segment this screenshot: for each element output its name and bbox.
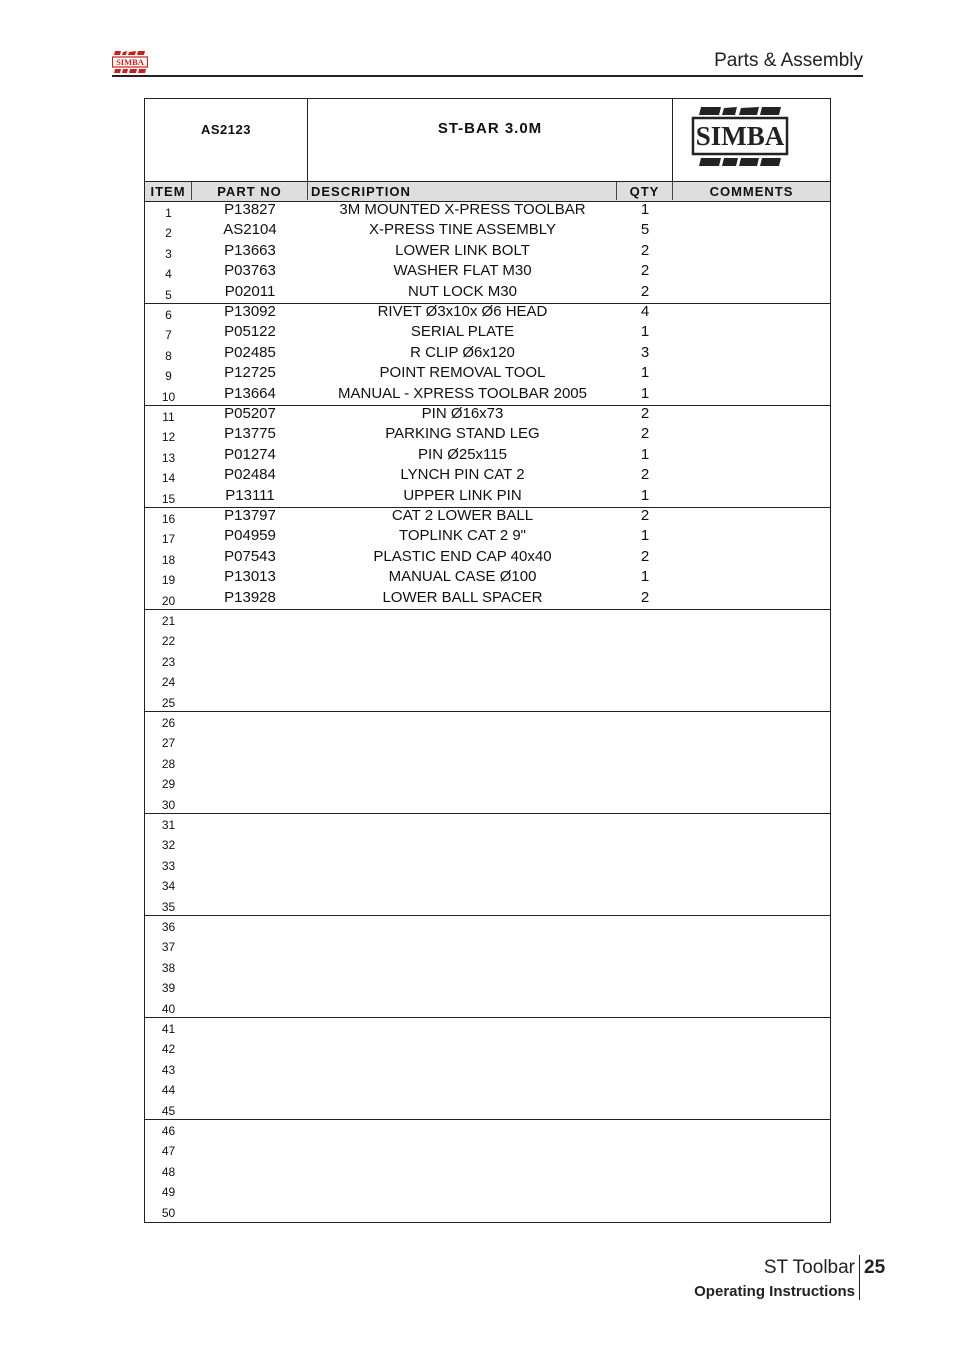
table-row <box>145 896 830 916</box>
row-item-number: 10 <box>161 389 176 404</box>
table-row <box>145 814 830 834</box>
row-part-number <box>192 1140 308 1160</box>
row-part-number: P05122 <box>224 323 276 341</box>
row-part-number <box>192 794 308 814</box>
logo-small-text: SIMBA <box>116 57 144 68</box>
row-item-number: 17 <box>161 532 176 547</box>
row-description <box>308 1100 617 1120</box>
row-item-number: 2 <box>165 226 172 241</box>
assembly-name-cell <box>308 99 673 181</box>
row-description: SERIAL PLATE <box>410 323 515 341</box>
row-quantity: 1 <box>640 364 650 382</box>
assembly-number: AS2123 <box>201 122 251 137</box>
table-row <box>145 263 830 283</box>
row-part-number: P13827 <box>224 201 276 218</box>
parts-sheet <box>144 98 831 1223</box>
row-item-number: 37 <box>161 940 176 955</box>
row-description <box>308 732 617 752</box>
row-part-number <box>192 977 308 997</box>
row-part-number <box>192 875 308 895</box>
row-description <box>308 855 617 875</box>
row-quantity <box>617 814 673 834</box>
row-description <box>308 814 617 834</box>
table-row <box>145 243 830 263</box>
row-part-number: P13775 <box>224 425 276 443</box>
row-part-number: P05207 <box>224 405 276 422</box>
row-description <box>308 1181 617 1201</box>
table-row <box>145 610 830 630</box>
row-item-number: 16 <box>161 512 176 526</box>
row-description: UPPER LINK PIN <box>403 486 522 504</box>
row-description <box>308 671 617 691</box>
row-description: X-PRESS TINE ASSEMBLY <box>368 221 556 239</box>
table-row <box>145 834 830 854</box>
table-row <box>145 630 830 650</box>
row-description: 3M MOUNTED X-PRESS TOOLBAR <box>339 201 586 218</box>
footer-divider <box>859 1255 860 1300</box>
column-header-description: DESCRIPTION <box>308 182 617 200</box>
table-row <box>145 692 830 712</box>
row-quantity: 2 <box>640 588 650 606</box>
row-item-number: 28 <box>161 756 176 771</box>
row-quantity <box>617 977 673 997</box>
row-quantity <box>617 1120 673 1140</box>
table-row <box>145 1018 830 1038</box>
row-quantity: 3 <box>640 343 650 361</box>
row-item-number: 48 <box>161 1164 176 1179</box>
row-description <box>308 753 617 773</box>
row-description <box>308 651 617 671</box>
table-row <box>145 345 830 365</box>
row-part-number: P12725 <box>224 364 276 382</box>
row-quantity <box>617 998 673 1018</box>
row-quantity: 4 <box>640 303 650 320</box>
column-header-comments: COMMENTS <box>709 184 794 199</box>
row-item-number: 33 <box>161 858 176 873</box>
row-description <box>308 936 617 956</box>
row-quantity <box>617 1202 673 1222</box>
row-item-number: 49 <box>161 1185 176 1200</box>
column-header-qty: QTY <box>617 182 673 200</box>
table-row <box>145 916 830 936</box>
table-row <box>145 304 830 324</box>
row-part-number <box>192 1161 308 1181</box>
row-quantity <box>617 855 673 875</box>
table-row <box>145 957 830 977</box>
table-row <box>145 998 830 1018</box>
logo-cell <box>673 99 830 181</box>
row-quantity: 2 <box>640 241 650 259</box>
row-quantity: 1 <box>640 323 650 341</box>
row-quantity <box>617 732 673 752</box>
simba-logo-small-icon <box>112 51 148 73</box>
row-item-number: 7 <box>165 328 172 343</box>
table-row <box>145 222 830 242</box>
row-part-number: P04959 <box>224 527 276 545</box>
row-description <box>308 977 617 997</box>
row-part-number <box>192 1120 308 1140</box>
row-quantity <box>617 875 673 895</box>
row-part-number <box>192 753 308 773</box>
row-description <box>308 998 617 1018</box>
row-quantity: 5 <box>640 221 650 239</box>
row-part-number: P13797 <box>224 507 276 524</box>
row-item-number: 31 <box>161 818 176 832</box>
row-part-number <box>192 651 308 671</box>
row-quantity <box>617 630 673 650</box>
table-row <box>145 1059 830 1079</box>
table-row <box>145 1140 830 1160</box>
row-part-number <box>192 855 308 875</box>
row-description: PARKING STAND LEG <box>385 425 540 443</box>
row-description: PLASTIC END CAP 40x40 <box>373 547 552 565</box>
row-part-number <box>192 1018 308 1038</box>
row-quantity <box>617 610 673 630</box>
row-item-number: 50 <box>161 1205 176 1220</box>
page-number: 25 <box>864 1257 886 1278</box>
row-part-number: P13664 <box>224 384 276 402</box>
row-part-number <box>192 998 308 1018</box>
column-header-row <box>145 182 830 202</box>
table-row <box>145 202 830 222</box>
row-item-number: 35 <box>161 899 176 914</box>
row-description: LYNCH PIN CAT 2 <box>400 466 525 484</box>
table-row <box>145 1100 830 1120</box>
row-quantity: 1 <box>640 445 650 463</box>
row-part-number <box>192 732 308 752</box>
row-quantity <box>617 1100 673 1120</box>
assembly-name: ST-BAR 3.0M <box>437 120 543 137</box>
row-description: MANUAL CASE Ø100 <box>388 568 537 586</box>
row-part-number: P02484 <box>224 466 276 484</box>
table-row <box>145 549 830 569</box>
row-description <box>308 773 617 793</box>
row-part-number <box>192 610 308 630</box>
row-item-number: 27 <box>161 736 176 751</box>
row-quantity: 2 <box>640 425 650 443</box>
section-title: Parts & Assembly <box>714 50 863 71</box>
row-part-number <box>192 936 308 956</box>
column-header-item: ITEM <box>145 182 192 200</box>
row-part-number <box>192 896 308 916</box>
table-row <box>145 324 830 344</box>
logo-text: SIMBA <box>695 121 785 151</box>
row-item-number: 3 <box>165 246 172 261</box>
row-description: TOPLINK CAT 2 9" <box>398 527 527 545</box>
row-quantity: 2 <box>640 507 650 524</box>
row-description <box>308 1059 617 1079</box>
row-part-number <box>192 1100 308 1120</box>
row-quantity: 2 <box>640 282 650 300</box>
table-row <box>145 1120 830 1140</box>
row-item-number: 36 <box>161 920 176 934</box>
row-item-number: 11 <box>162 410 175 424</box>
table-row <box>145 671 830 691</box>
row-item-number: 22 <box>161 634 176 649</box>
table-row <box>145 712 830 732</box>
row-quantity: 1 <box>640 486 650 504</box>
row-quantity <box>617 834 673 854</box>
row-description <box>308 834 617 854</box>
row-quantity: 1 <box>640 384 650 402</box>
row-item-number: 13 <box>161 450 176 465</box>
row-quantity <box>617 916 673 936</box>
row-item-number: 40 <box>161 1001 176 1016</box>
row-item-number: 4 <box>165 267 172 282</box>
row-item-number: 6 <box>165 308 172 322</box>
row-part-number: P13013 <box>224 568 276 586</box>
row-description <box>308 1120 617 1140</box>
row-quantity <box>617 692 673 712</box>
row-item-number: 42 <box>161 1042 176 1057</box>
row-part-number <box>192 671 308 691</box>
row-quantity <box>617 1018 673 1038</box>
row-quantity <box>617 1140 673 1160</box>
simba-logo-icon <box>691 105 789 169</box>
row-part-number <box>192 712 308 732</box>
row-quantity: 2 <box>640 262 650 280</box>
table-row <box>145 773 830 793</box>
row-part-number: P13111 <box>225 486 275 504</box>
row-quantity <box>617 773 673 793</box>
row-item-number: 14 <box>161 471 176 486</box>
row-description <box>308 692 617 712</box>
table-row <box>145 590 830 610</box>
row-part-number <box>192 1202 308 1222</box>
row-description <box>308 875 617 895</box>
row-part-number: P02011 <box>224 282 276 300</box>
title-block <box>145 99 830 182</box>
table-row <box>145 447 830 467</box>
row-part-number <box>192 692 308 712</box>
row-quantity <box>617 957 673 977</box>
row-item-number: 20 <box>161 593 176 608</box>
table-row <box>145 467 830 487</box>
table-row <box>145 1161 830 1181</box>
row-part-number <box>192 773 308 793</box>
row-quantity: 1 <box>640 201 650 218</box>
row-quantity: 1 <box>640 568 650 586</box>
row-item-number: 45 <box>161 1103 176 1118</box>
table-row <box>145 386 830 406</box>
table-row <box>145 528 830 548</box>
row-item-number: 32 <box>161 838 176 853</box>
table-row <box>145 936 830 956</box>
row-quantity <box>617 651 673 671</box>
row-item-number: 24 <box>161 675 176 690</box>
row-description <box>308 630 617 650</box>
row-item-number: 34 <box>161 879 176 894</box>
table-row <box>145 569 830 589</box>
row-quantity <box>617 1038 673 1058</box>
row-part-number: P13092 <box>224 303 276 320</box>
row-description <box>308 896 617 916</box>
row-part-number <box>192 1079 308 1099</box>
row-item-number: 5 <box>165 287 172 302</box>
row-item-number: 25 <box>161 695 176 710</box>
row-item-number: 23 <box>161 654 176 669</box>
row-quantity <box>617 1161 673 1181</box>
row-description <box>308 794 617 814</box>
row-item-number: 26 <box>161 716 176 730</box>
table-row <box>145 406 830 426</box>
row-quantity <box>617 896 673 916</box>
row-quantity <box>617 712 673 732</box>
table-row <box>145 284 830 304</box>
row-part-number <box>192 1059 308 1079</box>
table-row <box>145 508 830 528</box>
row-part-number <box>192 834 308 854</box>
row-item-number: 15 <box>161 491 176 506</box>
row-description: PIN Ø16x73 <box>421 405 504 422</box>
row-description <box>308 957 617 977</box>
row-quantity <box>617 671 673 691</box>
row-description: MANUAL - XPRESS TOOLBAR 2005 <box>338 384 587 402</box>
row-quantity: 2 <box>640 405 650 422</box>
row-item-number: 38 <box>161 960 176 975</box>
row-description: WASHER FLAT M30 <box>393 262 532 280</box>
row-item-number: 46 <box>161 1124 176 1138</box>
row-description: LOWER LINK BOLT <box>395 241 530 259</box>
assembly-number-cell <box>145 99 308 181</box>
row-item-number: 18 <box>161 552 176 567</box>
row-part-number: P13928 <box>224 588 276 606</box>
table-row <box>145 1202 830 1222</box>
row-quantity <box>617 753 673 773</box>
header-rule <box>112 75 863 77</box>
row-description: CAT 2 LOWER BALL <box>391 507 534 524</box>
row-description: R CLIP Ø6x120 <box>410 343 515 361</box>
table-row <box>145 855 830 875</box>
row-quantity <box>617 1079 673 1099</box>
row-quantity <box>617 1181 673 1201</box>
row-quantity: 1 <box>640 527 650 545</box>
table-row <box>145 651 830 671</box>
row-quantity <box>617 936 673 956</box>
row-quantity <box>617 794 673 814</box>
row-part-number: P13663 <box>224 241 276 259</box>
row-description: PIN Ø25x115 <box>418 445 507 463</box>
table-row <box>145 426 830 446</box>
table-row <box>145 488 830 508</box>
row-item-number: 43 <box>161 1062 176 1077</box>
row-description <box>308 1161 617 1181</box>
row-item-number: 47 <box>161 1144 176 1159</box>
row-part-number: AS2104 <box>223 221 277 239</box>
row-quantity <box>617 1059 673 1079</box>
row-part-number: P01274 <box>224 445 276 463</box>
row-description: LOWER BALL SPACER <box>382 588 543 606</box>
table-row <box>145 1038 830 1058</box>
row-part-number <box>192 630 308 650</box>
row-item-number: 1 <box>165 206 172 220</box>
row-description <box>308 610 617 630</box>
row-item-number: 39 <box>161 981 176 996</box>
table-row <box>145 1181 830 1201</box>
row-item-number: 29 <box>161 777 176 792</box>
row-part-number <box>192 814 308 834</box>
row-part-number: P07543 <box>224 547 276 565</box>
row-item-number: 21 <box>161 614 176 628</box>
table-row <box>145 977 830 997</box>
footer-title: ST Toolbar <box>763 1257 855 1278</box>
row-description: POINT REMOVAL TOOL <box>379 364 546 382</box>
row-description <box>308 1079 617 1099</box>
row-description <box>308 1018 617 1038</box>
footer-subtitle: Operating Instructions <box>694 1283 855 1300</box>
row-quantity: 2 <box>640 466 650 484</box>
row-description <box>308 1038 617 1058</box>
row-item-number: 41 <box>161 1022 176 1036</box>
table-row <box>145 794 830 814</box>
row-item-number: 8 <box>165 348 172 363</box>
row-item-number: 9 <box>165 369 172 384</box>
row-part-number: P02485 <box>224 343 276 361</box>
row-quantity: 2 <box>640 547 650 565</box>
row-item-number: 19 <box>161 573 176 588</box>
table-row <box>145 1079 830 1099</box>
column-header-part-no: PART NO <box>192 182 308 200</box>
row-description <box>308 1140 617 1160</box>
table-row <box>145 753 830 773</box>
table-row <box>145 732 830 752</box>
row-description <box>308 916 617 936</box>
row-part-number <box>192 916 308 936</box>
row-part-number <box>192 957 308 977</box>
table-row <box>145 875 830 895</box>
row-part-number: P03763 <box>224 262 276 280</box>
row-description: RIVET Ø3x10x Ø6 HEAD <box>377 303 548 320</box>
row-item-number: 12 <box>161 430 176 445</box>
row-part-number <box>192 1038 308 1058</box>
row-part-number <box>192 1181 308 1201</box>
row-description <box>308 712 617 732</box>
table-row <box>145 365 830 385</box>
row-description <box>308 1202 617 1222</box>
row-description: NUT LOCK M30 <box>408 282 517 300</box>
row-item-number: 44 <box>161 1083 176 1098</box>
row-item-number: 30 <box>161 797 176 812</box>
